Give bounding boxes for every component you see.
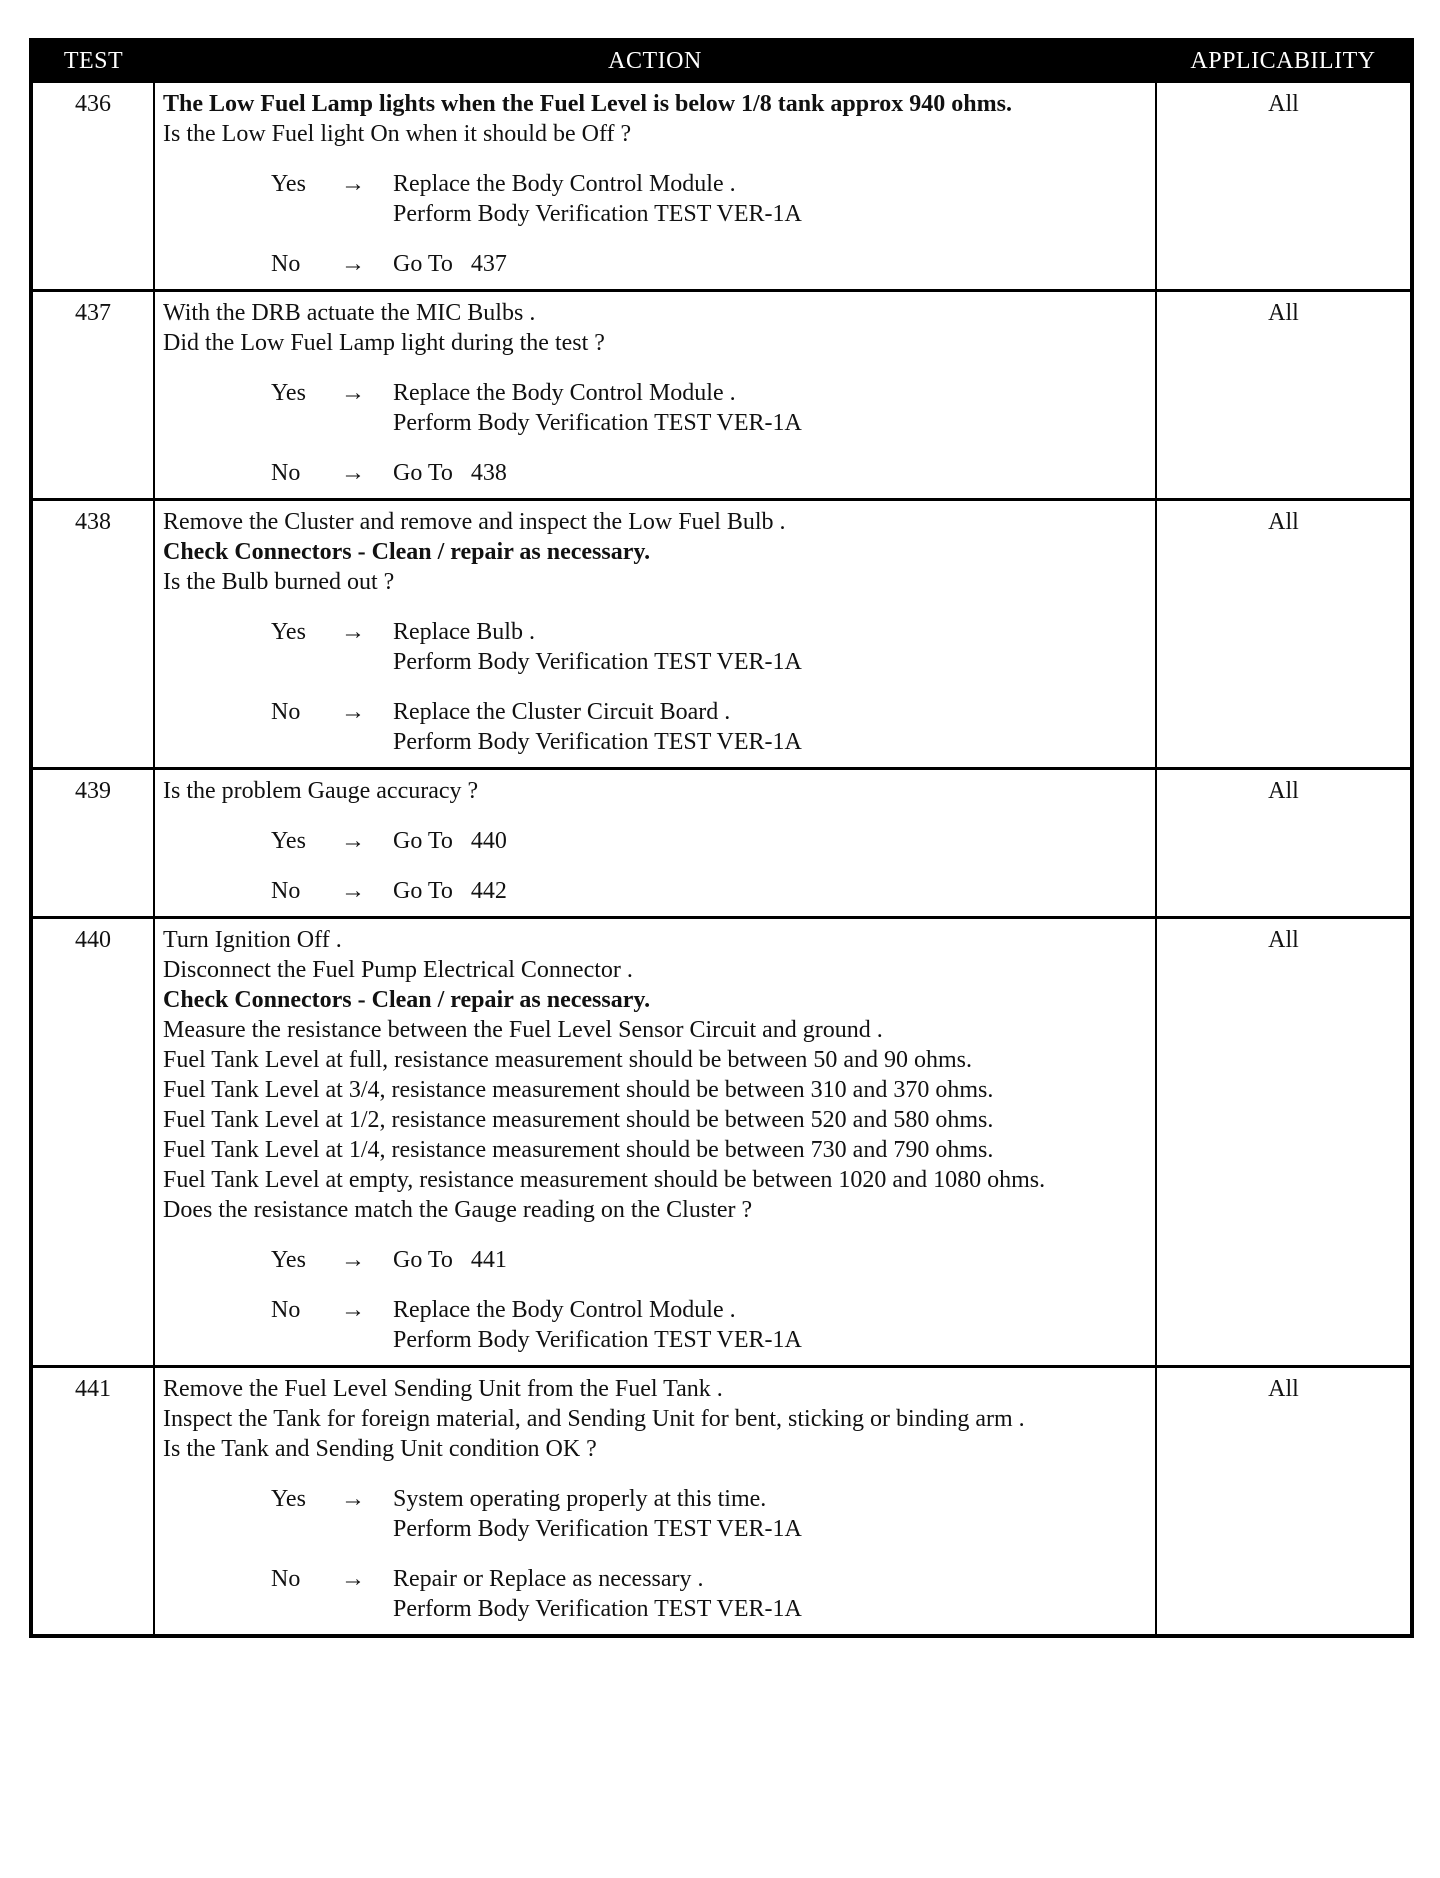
applicability-value: All <box>1156 82 1412 291</box>
action-instruction: Inspect the Tank for foreign material, and Sending Unit for bent, sticking or binding arm . <box>163 1406 1025 1432</box>
action-instruction: Disconnect the Fuel Pump Electrical Connector . <box>163 957 633 983</box>
action-cell <box>154 291 1156 500</box>
outcome-yes <box>163 826 1147 856</box>
outcome-answer: Yes <box>271 619 306 645</box>
outcome-yes <box>163 169 1147 229</box>
test-number: 441 <box>31 1367 154 1637</box>
table-header <box>31 40 1412 82</box>
outcome-no <box>163 876 1147 906</box>
action-instruction: Remove the Cluster and remove and inspect the Low Fuel Bulb . <box>163 509 786 535</box>
outcome-answer: No <box>271 878 301 904</box>
action-instruction: Fuel Tank Level at full, resistance measurement should be between 50 and 90 ohms. <box>163 1047 972 1073</box>
outcome-result <box>393 876 1147 906</box>
action-cell <box>154 82 1156 291</box>
test-number: 437 <box>31 291 154 500</box>
outcome-answer: No <box>271 460 301 486</box>
result-line: Replace the Body Control Module . <box>393 171 736 197</box>
arrow-right-icon: → <box>341 1247 365 1273</box>
action-instruction: Did the Low Fuel Lamp light during the test ? <box>163 330 605 356</box>
test-number: 440 <box>31 918 154 1367</box>
outcome-result <box>393 249 1147 279</box>
arrow-right-icon: → <box>341 171 365 197</box>
result-line: Replace Bulb . <box>393 619 535 645</box>
action-instruction: Remove the Fuel Level Sending Unit from the Fuel Tank . <box>163 1376 723 1402</box>
applicability-value: All <box>1156 1367 1412 1637</box>
outcome-no <box>163 249 1147 279</box>
outcome-answer: Yes <box>271 1486 306 1512</box>
outcome-no <box>163 458 1147 488</box>
result-line: Repair or Replace as necessary . <box>393 1566 704 1592</box>
outcome-result <box>393 617 1147 677</box>
outcome-answer: No <box>271 1297 301 1323</box>
outcome-answer: Yes <box>271 171 306 197</box>
action-instruction: Fuel Tank Level at empty, resistance measurement should be between 1020 and 1080 ohms. <box>163 1167 1046 1193</box>
arrow-right-icon: → <box>341 828 365 854</box>
result-line: Perform Body Verification TEST VER-1A <box>393 649 802 675</box>
applicability-value: All <box>1156 769 1412 918</box>
outcome-result <box>393 826 1147 856</box>
applicability-value: All <box>1156 291 1412 500</box>
test-number: 439 <box>31 769 154 918</box>
action-instruction: Does the resistance match the Gauge reading on the Cluster ? <box>163 1197 753 1223</box>
result-line: Perform Body Verification TEST VER-1A <box>393 410 802 436</box>
result-line: Perform Body Verification TEST VER-1A <box>393 1516 802 1542</box>
result-line: Replace the Body Control Module . <box>393 380 736 406</box>
outcome-result <box>393 378 1147 438</box>
outcome-answer: Yes <box>271 828 306 854</box>
action-instruction: Fuel Tank Level at 3/4, resistance measurement should be between 310 and 370 ohms. <box>163 1077 994 1103</box>
action-instruction: Is the Tank and Sending Unit condition OK ? <box>163 1436 597 1462</box>
outcome-result <box>393 169 1147 229</box>
diagnostic-test-table <box>29 38 1414 1638</box>
action-instruction: Fuel Tank Level at 1/4, resistance measurement should be between 730 and 790 ohms. <box>163 1137 994 1163</box>
action-instruction: Fuel Tank Level at 1/2, resistance measurement should be between 520 and 580 ohms. <box>163 1107 994 1133</box>
table-row <box>31 1367 1412 1637</box>
action-instruction: Measure the resistance between the Fuel Level Sensor Circuit and ground . <box>163 1017 883 1043</box>
outcome-result <box>393 458 1147 488</box>
test-number: 436 <box>31 82 154 291</box>
table-row <box>31 769 1412 918</box>
action-instruction-bold: Check Connectors - Clean / repair as necessary. <box>163 539 651 565</box>
result-line: Go To 441 <box>393 1247 507 1273</box>
result-line: Perform Body Verification TEST VER-1A <box>393 1596 802 1622</box>
header-action: ACTION <box>154 40 1156 82</box>
applicability-value: All <box>1156 918 1412 1367</box>
header-applicability: APPLICABILITY <box>1156 40 1412 82</box>
outcome-result <box>393 1564 1147 1624</box>
table-body <box>31 82 1412 1637</box>
result-line: Replace the Cluster Circuit Board . <box>393 699 731 725</box>
action-instruction: Is the problem Gauge accuracy ? <box>163 778 479 804</box>
header-test: TEST <box>31 40 154 82</box>
table-row <box>31 291 1412 500</box>
outcome-answer: No <box>271 699 301 725</box>
result-line: Go To 440 <box>393 828 507 854</box>
result-line: Perform Body Verification TEST VER-1A <box>393 729 802 755</box>
outcome-answer: Yes <box>271 380 306 406</box>
outcome-no <box>163 1295 1147 1355</box>
result-line: Go To 438 <box>393 460 507 486</box>
table-row <box>31 82 1412 291</box>
arrow-right-icon: → <box>341 1486 365 1512</box>
test-number: 438 <box>31 500 154 769</box>
action-instruction-bold: Check Connectors - Clean / repair as necessary. <box>163 987 651 1013</box>
arrow-right-icon: → <box>341 460 365 486</box>
arrow-right-icon: → <box>341 251 365 277</box>
outcome-answer: Yes <box>271 1247 306 1273</box>
outcome-answer: No <box>271 1566 301 1592</box>
result-line: Perform Body Verification TEST VER-1A <box>393 1327 802 1353</box>
arrow-right-icon: → <box>341 1297 365 1323</box>
outcome-yes <box>163 378 1147 438</box>
table-row <box>31 918 1412 1367</box>
action-cell <box>154 769 1156 918</box>
action-instruction: Is the Low Fuel light On when it should be Off ? <box>163 121 632 147</box>
action-cell <box>154 500 1156 769</box>
action-instruction-bold: The Low Fuel Lamp lights when the Fuel Level is below 1/8 tank approx 940 ohms. <box>163 91 1012 117</box>
table-row <box>31 500 1412 769</box>
result-line: System operating properly at this time. <box>393 1486 767 1512</box>
arrow-right-icon: → <box>341 619 365 645</box>
outcome-no <box>163 697 1147 757</box>
action-instruction: Turn Ignition Off . <box>163 927 342 953</box>
outcome-result <box>393 1245 1147 1275</box>
action-instruction: Is the Bulb burned out ? <box>163 569 395 595</box>
result-line: Go To 437 <box>393 251 507 277</box>
action-cell <box>154 1367 1156 1637</box>
result-line: Perform Body Verification TEST VER-1A <box>393 201 802 227</box>
result-line: Replace the Body Control Module . <box>393 1297 736 1323</box>
arrow-right-icon: → <box>341 380 365 406</box>
action-instruction: With the DRB actuate the MIC Bulbs . <box>163 300 536 326</box>
outcome-result <box>393 697 1147 757</box>
outcome-result <box>393 1484 1147 1544</box>
header-row <box>31 40 1412 82</box>
outcome-result <box>393 1295 1147 1355</box>
action-cell <box>154 918 1156 1367</box>
outcome-yes <box>163 617 1147 677</box>
arrow-right-icon: → <box>341 1566 365 1592</box>
arrow-right-icon: → <box>341 699 365 725</box>
outcome-no <box>163 1564 1147 1624</box>
outcome-answer: No <box>271 251 301 277</box>
arrow-right-icon: → <box>341 878 365 904</box>
result-line: Go To 442 <box>393 878 507 904</box>
outcome-yes <box>163 1245 1147 1275</box>
outcome-yes <box>163 1484 1147 1544</box>
applicability-value: All <box>1156 500 1412 769</box>
